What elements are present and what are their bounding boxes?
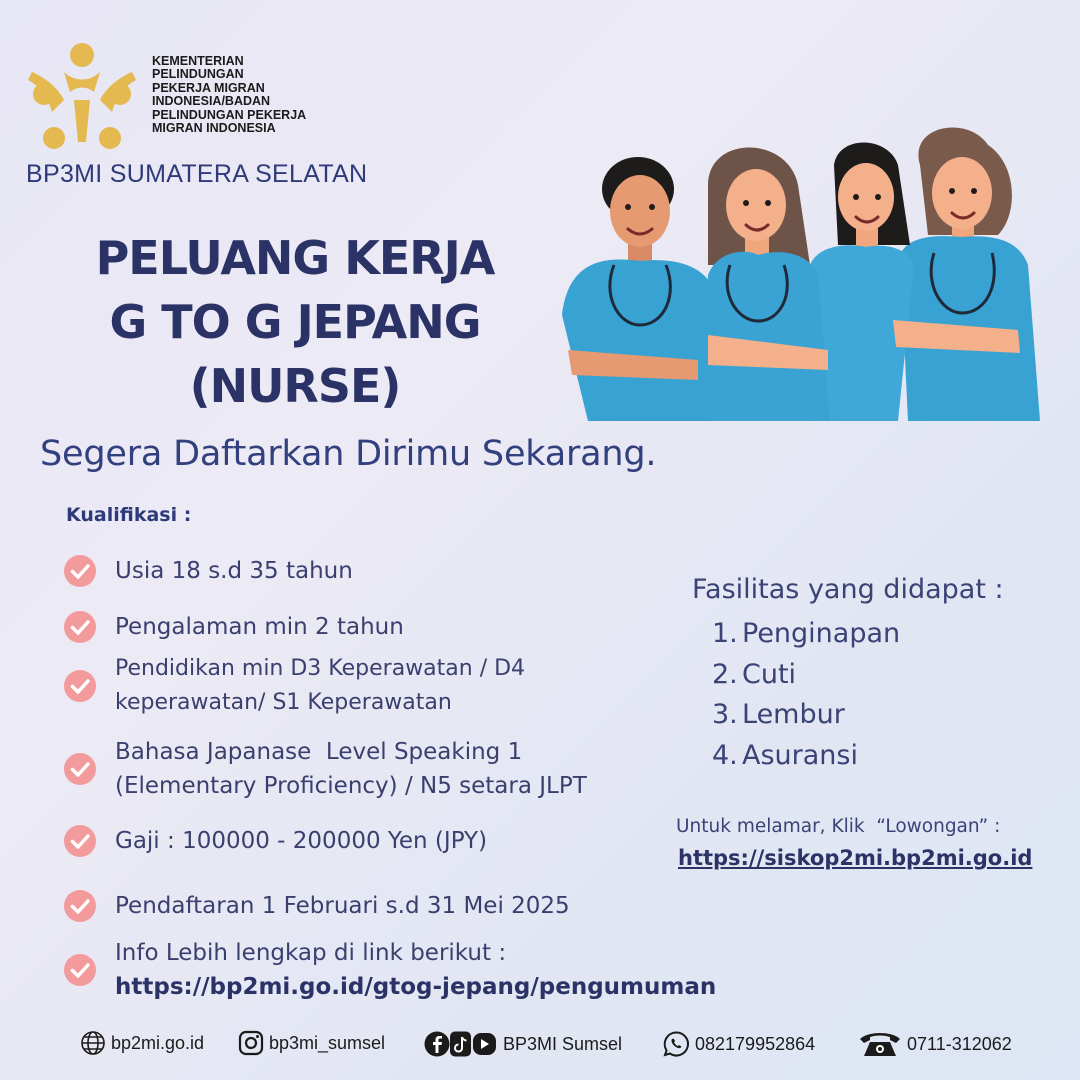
qualification-text xyxy=(115,554,353,588)
facility-number: 3. xyxy=(712,699,738,730)
check-circle-icon xyxy=(64,670,96,702)
qualification-line: Info Lebih lengkap di link berikut : xyxy=(115,940,507,966)
telephone-icon xyxy=(858,1030,902,1058)
facility-label: Lembur xyxy=(742,699,845,730)
check-circle-icon xyxy=(64,890,96,922)
facility-item xyxy=(712,614,900,655)
check-circle-icon xyxy=(64,753,96,785)
facebook-tiktok-youtube-icons xyxy=(424,1030,496,1058)
ministry-line: MIGRAN INDONESIA xyxy=(152,121,276,136)
ministry-line: PEKERJA MIGRAN xyxy=(152,80,265,95)
whatsapp-icon xyxy=(662,1030,690,1058)
qualification-text xyxy=(115,936,716,1004)
qualification-line: Gaji : 100000 - 200000 Yen (JPY) xyxy=(115,828,488,854)
nurse-figure xyxy=(562,128,1040,421)
facility-number: 1. xyxy=(712,618,738,649)
globe-icon xyxy=(80,1030,106,1056)
social-label: BP3MI Sumsel xyxy=(503,1033,623,1054)
facility-label: Penginapan xyxy=(742,618,901,649)
facility-label: Cuti xyxy=(742,658,797,690)
phone-label: 0711-312062 xyxy=(907,1033,1012,1054)
title-line: (NURSE) xyxy=(189,359,401,413)
tagline: Segera Daftarkan Dirimu Sekarang. xyxy=(40,434,657,474)
ministry-line: KEMENTERIAN xyxy=(152,54,244,68)
qualification-line: (Elementary Proficiency) / N5 setara JLPT xyxy=(115,773,587,799)
ministry-name xyxy=(152,55,352,135)
footer-website[interactable] xyxy=(80,1030,204,1056)
qualification-line: Pengalaman min 2 tahun xyxy=(115,614,404,640)
qualification-item xyxy=(64,554,654,588)
check-circle-icon xyxy=(64,954,96,986)
ministry-line: PELINDUNGAN xyxy=(152,67,244,82)
check-circle-icon xyxy=(64,611,96,643)
qualification-text xyxy=(115,889,570,923)
qualification-text xyxy=(115,610,404,644)
office-name: BP3MI SUMATERA SELATAN xyxy=(26,160,368,188)
check-circle-icon xyxy=(64,555,96,587)
title-line: G TO G JEPANG xyxy=(109,295,481,349)
qualification-line: keperawatan/ S1 Keperawatan xyxy=(115,690,452,715)
facility-number: 2. xyxy=(712,658,738,690)
footer-phone[interactable] xyxy=(858,1030,1012,1058)
facility-item xyxy=(712,655,900,696)
ministry-line: PELINDUNGAN PEKERJA xyxy=(152,107,307,122)
bp2mi-logo xyxy=(24,42,140,154)
apply-link[interactable]: https://siskop2mi.bp2mi.go.id xyxy=(678,846,1033,870)
website-label: bp2mi.go.id xyxy=(111,1032,205,1053)
qualification-line: Usia 18 s.d 35 tahun xyxy=(115,558,353,584)
qualification-item xyxy=(64,889,654,923)
qualifications-title: Kualifikasi : xyxy=(66,504,192,526)
qualification-item xyxy=(64,610,654,644)
facility-item xyxy=(712,695,900,736)
facilities-list xyxy=(712,614,900,776)
facility-number: 4. xyxy=(712,739,738,771)
info-link[interactable]: https://bp2mi.go.id/gtog-jepang/pengumuman xyxy=(115,974,717,1000)
instagram-icon xyxy=(238,1030,264,1056)
qualification-text xyxy=(115,652,525,720)
page-title xyxy=(60,226,530,418)
facility-label: Asuransi xyxy=(742,739,858,771)
qualification-item xyxy=(64,735,654,803)
check-circle-icon xyxy=(64,825,96,857)
qualification-line: Pendaftaran 1 Februari s.d 31 Mei 2025 xyxy=(115,893,570,919)
facility-item xyxy=(712,736,900,777)
instagram-label: bp3mi_sumsel xyxy=(269,1032,386,1053)
facilities-title: Fasilitas yang didapat : xyxy=(692,574,1004,605)
qualification-text xyxy=(115,824,487,858)
title-line: PELUANG KERJA xyxy=(95,231,495,285)
ministry-line: INDONESIA/BADAN xyxy=(152,94,271,109)
footer-whatsapp[interactable] xyxy=(662,1030,815,1058)
qualification-line: Pendidikan min D3 Keperawatan / D4 xyxy=(115,656,526,681)
qualification-line: Bahasa Japanase Level Speaking 1 xyxy=(115,739,523,765)
nurses-illustration xyxy=(548,125,1050,421)
qualification-item xyxy=(64,824,654,858)
apply-instruction: Untuk melamar, Klik “Lowongan” : xyxy=(676,816,1001,837)
qualification-item xyxy=(64,652,654,720)
qualification-item xyxy=(64,936,717,1004)
whatsapp-label: 082179952864 xyxy=(695,1033,816,1054)
footer-instagram[interactable] xyxy=(238,1030,385,1056)
qualification-text xyxy=(115,735,587,803)
footer-social[interactable] xyxy=(424,1030,622,1058)
